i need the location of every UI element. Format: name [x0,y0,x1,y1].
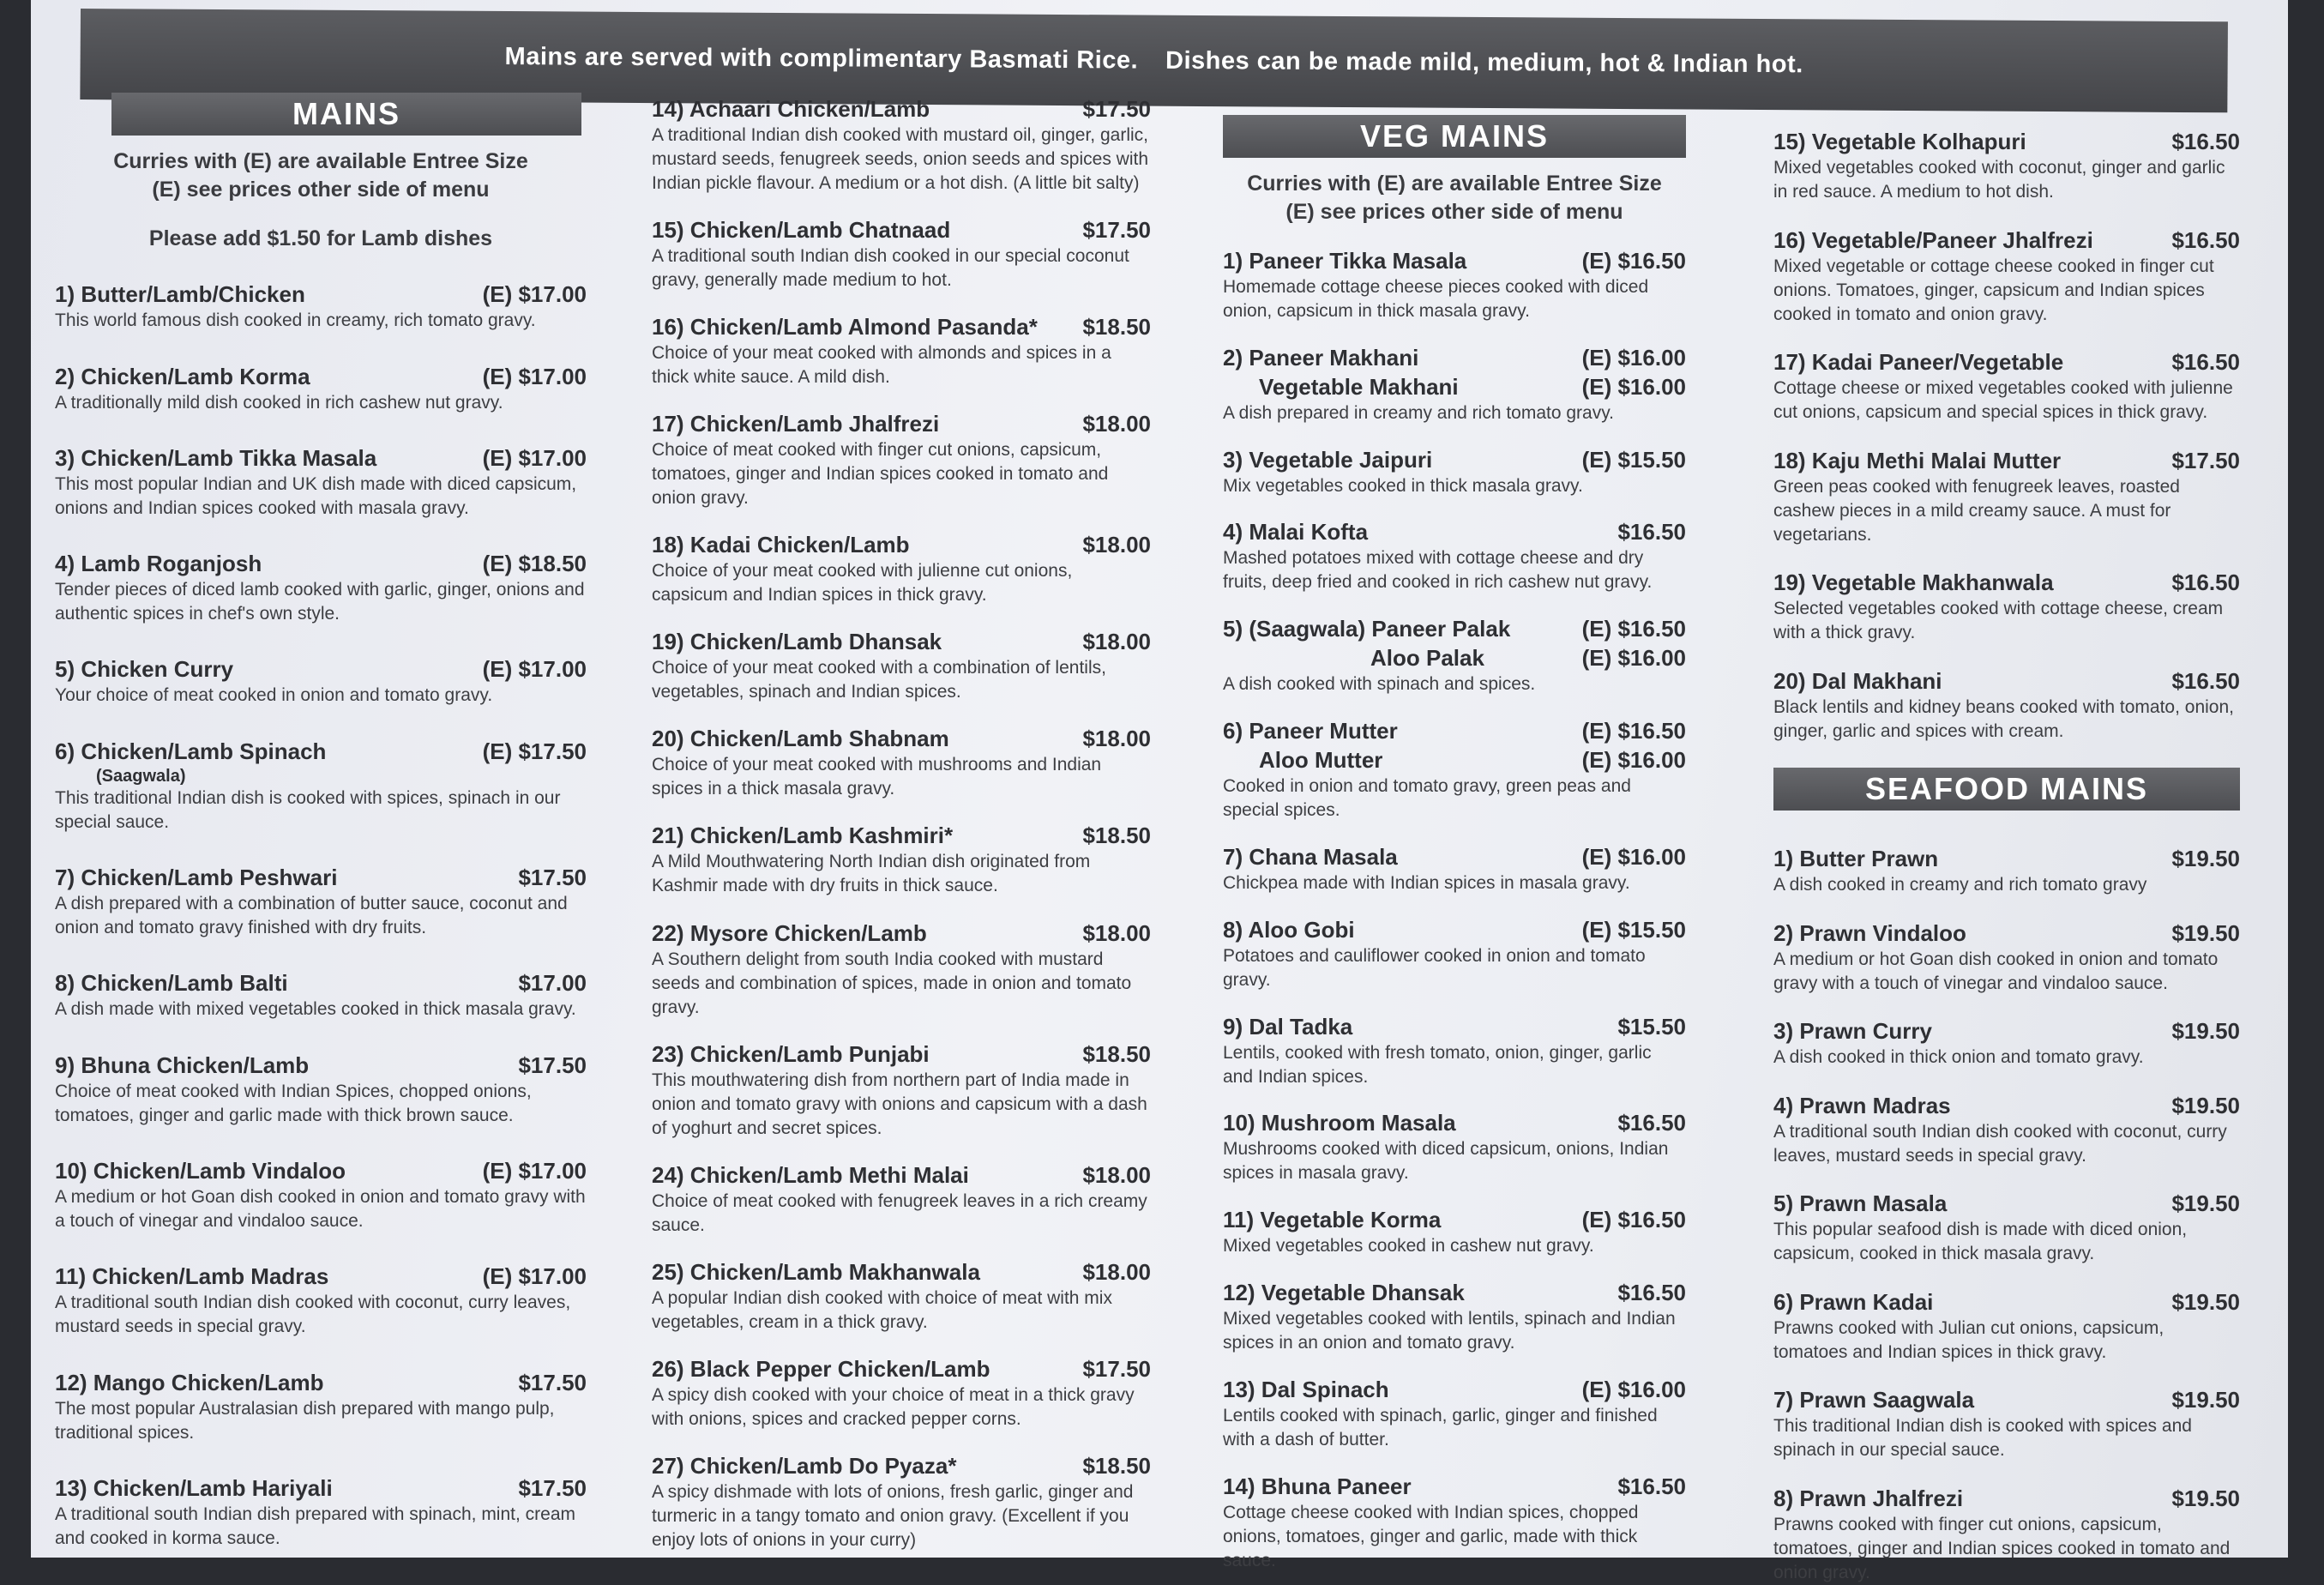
item-description: Choice of your meat cooked with almonds and spices in a thick white sauce. A mild dish. [652,343,1111,388]
item-description: A dish cooked in thick onion and tomato gravy. [1773,1047,2144,1068]
item-description: Choice of your meat cooked with julienne cut onions, capsicum and Indian spices in thick gravy. [652,561,1073,606]
item-description: Mix vegetables cooked in thick masala gravy. [1223,475,1583,496]
menu-item [652,94,1151,196]
menu-item [1773,446,2240,547]
veg-mains-heading: VEG MAINS [1223,115,1686,158]
mains-intro-2: (E) see prices other side of menu [152,178,490,202]
item-description: A traditional south Indian dish cooked with coconut, curry leaves, mustard seeds in special gravy. [55,1293,571,1337]
item-price: $17.50 [518,1369,587,1395]
menu-item [55,280,587,333]
menu-item [1223,246,1686,323]
item-description: This most popular Indian and UK dish made with diced capsicum, onions and Indian spices cooked with masala gravy. [55,473,577,518]
item-name: 20) Chicken/Lamb Shabnam [652,726,949,752]
item-name: 25) Chicken/Lamb Makhanwala [652,1258,980,1285]
item-name: 16) Chicken/Lamb Almond Pasanda* [652,314,1038,341]
item-name: 18) Kadai Chicken/Lamb [652,532,910,558]
item-price: (E) $16.50 [1581,718,1686,744]
item-name: 14) Bhuna Paneer [1223,1473,1412,1499]
menu-item [1773,568,2240,645]
item-price: $18.00 [1082,629,1151,655]
item-name: 12) Mango Chicken/Lamb [55,1369,324,1395]
item-name-alt: Aloo Palak [1370,645,1484,672]
menu-item [652,919,1151,1020]
item-price: $18.00 [1082,919,1151,946]
item-name: 19) Vegetable Makhanwala [1773,570,2054,596]
menu-item [1773,844,2240,897]
item-name: 5) Chicken Curry [55,656,234,683]
item-price: $16.50 [1617,1110,1686,1136]
menu-item [652,1451,1151,1552]
item-description: This traditional Indian dish is cooked with spices, spinach in our special sauce. [55,787,561,832]
menu-item [55,1051,587,1128]
menu-item [652,1040,1151,1141]
item-price: $15.50 [1617,1013,1686,1040]
menu-item [652,821,1151,898]
menu-item [55,1156,587,1233]
veg-intro-1: Curries with (E) are available Entree Size [1247,172,1662,196]
item-description: Green peas cooked with fenugreek leaves, roasted cashew pieces in a mild creamy sauce. A must for vegetarians. [1773,476,2180,545]
menu-item [1773,347,2240,425]
item-name: 17) Chicken/Lamb Jhalfrezi [652,411,940,437]
menu-item [55,1368,587,1445]
item-name: 3) Vegetable Jaipuri [1223,446,1433,473]
item-price: (E) $16.00 [1581,1376,1686,1402]
item-name: 9) Dal Tadka [1223,1013,1353,1040]
menu-item [55,549,587,626]
item-price-alt: (E) $16.00 [1581,747,1686,774]
item-price: $18.00 [1082,411,1151,437]
menu-item [1223,842,1686,895]
item-name: 1) Paneer Tikka Masala [1223,247,1467,274]
item-price: $17.50 [518,1474,587,1501]
menu-item [1773,1091,2240,1168]
menu-item [1223,915,1686,992]
banner-rice-note: Mains are served with complimentary Basmati Rice. [504,42,1139,75]
item-description: A dish prepared with a combination of butter sauce, coconut and onion and tomato gravy finished with dry fruits. [55,894,568,938]
menu-item [1773,1016,2240,1070]
item-price: $19.50 [2171,1387,2240,1413]
menu-item [55,1262,587,1339]
item-description: A Mild Mouthwatering North Indian dish originated from Kashmir made with dry fruits in thick sauce. [652,852,1091,896]
item-name: 13) Chicken/Lamb Hariyali [55,1474,333,1501]
item-price-alt: (E) $16.00 [1581,645,1686,672]
item-description: Mashed potatoes mixed with cottage cheese and dry fruits, deep fried and cooked in rich cashew nut gravy. [1223,548,1653,593]
item-description: A dish cooked with spinach and spices. [1223,674,1536,695]
menu-item [1773,1189,2240,1266]
item-price: $17.50 [518,865,587,891]
item-description: Cottage cheese cooked with Indian spices, chopped onions, tomatoes, ginger and garlic, made with thick sauce. [1223,1502,1639,1570]
menu-item [1773,1287,2240,1365]
item-price: $16.50 [1617,1473,1686,1499]
item-name: 12) Vegetable Dhansak [1223,1280,1465,1306]
menu-item [1223,445,1686,498]
veg-intro-2: (E) see prices other side of menu [1285,200,1623,224]
item-price: (E) $17.00 [482,363,587,389]
item-name: 11) Chicken/Lamb Madras [55,1263,329,1290]
item-description: A spicy dishmade with lots of onions, fresh garlic, ginger and turmeric in a tangy tomato and onion gravy. (Excellent if you enjoy lots of onions in your curry) [652,1481,1134,1550]
menu-item [1223,1205,1686,1258]
item-name: 10) Chicken/Lamb Vindaloo [55,1157,346,1184]
menu-item [652,409,1151,510]
item-price: $16.50 [2171,570,2240,596]
menu-item [1223,1278,1686,1355]
veg-seafood-column [1773,127,2240,1585]
item-name: 8) Prawn Jhalfrezi [1773,1485,1964,1511]
item-description: Cottage cheese or mixed vegetables cooked with julienne cut onions, capsicum and special spices in thick gravy. [1773,378,2233,423]
banner-heat-note: Dishes can be made mild, medium, hot & Indian hot. [1165,46,1803,78]
item-price: $19.50 [2171,1288,2240,1315]
menu-item [55,654,587,708]
item-description: Choice of meat cooked with fenugreek leaves in a rich creamy sauce. [652,1190,1147,1235]
item-description: Mixed vegetables cooked in cashew nut gravy. [1223,1236,1594,1257]
item-description: Potatoes and cauliflower cooked in onion and tomato gravy. [1223,945,1646,990]
menu-item [55,362,587,415]
item-name-alt: Vegetable Makhani [1259,373,1459,400]
menu-item [1223,1375,1686,1452]
item-price: $16.50 [2171,349,2240,376]
item-description: A dish cooked in creamy and rich tomato gravy [1773,874,2147,895]
item-description: A medium or hot Goan dish cooked in onion and tomato gravy with a touch of vinegar and vindaloo sauce. [55,1186,586,1231]
menu-item [652,215,1151,292]
item-description: Mushrooms cooked with diced capsicum, onions, Indian spices in masala gravy. [1223,1139,1669,1184]
item-description: Chickpea made with Indian spices in masala gravy. [1223,872,1630,893]
item-price: $19.50 [2171,845,2240,871]
mains-intro-1: Curries with (E) are available Entree Size [113,149,528,173]
item-price: $16.50 [1617,519,1686,545]
item-price: $16.50 [1617,1280,1686,1306]
menu-item [1223,1472,1686,1573]
item-name: 1) Butter Prawn [1773,845,1939,871]
item-name: 16) Vegetable/Paneer Jhalfrezi [1773,226,2093,253]
lamb-surcharge-note: Please add $1.50 for Lamb dishes [148,226,493,250]
item-price: (E) $17.00 [482,444,587,471]
item-name: 17) Kadai Paneer/Vegetable [1773,349,2064,376]
item-description: A traditionally mild dish cooked in rich cashew nut gravy. [55,392,503,413]
item-description: This traditional Indian dish is cooked with spices and spinach in our special sauce. [1773,1416,2192,1461]
item-price: $18.50 [1082,1452,1151,1479]
item-price: $17.50 [1082,1355,1151,1382]
item-description: Mixed vegetable or cottage cheese cooked in finger cut onions. Tomatoes, ginger, capsicum and Indian spices cooked in tomato and onion gravy. [1773,256,2214,324]
item-description: Choice of meat cooked with finger cut onions, capsicum, tomatoes, ginger and Indian spices cooked in tomato and onion gravy. [652,440,1109,509]
item-price: (E) $15.50 [1581,916,1686,943]
menu-item [652,1160,1151,1238]
item-price: (E) $16.50 [1581,247,1686,274]
item-description: A popular Indian dish cooked with choice of meat with mix vegetables, cream in a thick gravy. [652,1287,1112,1332]
item-description: Mixed vegetables cooked with coconut, ginger and garlic in red sauce. A medium to hot dish. [1773,158,2225,202]
item-price: $16.50 [2171,226,2240,253]
menu-item [1223,716,1686,823]
menu-item [652,530,1151,607]
item-price: $18.00 [1082,1258,1151,1285]
item-name: 11) Vegetable Korma [1223,1207,1442,1233]
menu-item [652,627,1151,704]
item-price: (E) $17.00 [482,281,587,308]
item-price: $17.00 [518,970,587,997]
item-name: 23) Chicken/Lamb Punjabi [652,1040,930,1067]
veg-column-1 [1223,115,1686,1573]
item-price: $19.50 [2171,919,2240,946]
item-name: 14) Achaari Chicken/Lamb [652,96,930,122]
item-name: 2) Prawn Vindaloo [1773,919,1966,946]
item-description: A traditional south Indian dish cooked in our special coconut gravy, generally made medium to hot. [652,246,1129,291]
item-description: Choice of your meat cooked with a combination of lentils, vegetables, spinach and Indian spices. [652,658,1106,702]
menu-item [1223,343,1686,425]
item-price: $18.50 [1082,1040,1151,1067]
item-price: $19.50 [2171,1092,2240,1118]
item-description: Tender pieces of diced lamb cooked with garlic, ginger, onions and authentic spices in chef's own style. [55,580,585,624]
item-name: 21) Chicken/Lamb Kashmiri* [652,823,954,849]
item-name: 8) Aloo Gobi [1223,916,1355,943]
item-description: Lentils, cooked with fresh tomato, onion, ginger, garlic and Indian spices. [1223,1042,1652,1087]
item-description: Your choice of meat cooked in onion and tomato gravy. [55,685,493,706]
item-description: This world famous dish cooked in creamy, rich tomato gravy. [55,310,536,331]
item-description: A dish prepared in creamy and rich tomato gravy. [1223,402,1615,423]
item-name: 4) Malai Kofta [1223,519,1369,545]
item-description: Choice of meat cooked with Indian Spices, chopped onions, tomatoes, ginger and garlic made with thick brown sauce. [55,1081,532,1125]
menu-item [652,724,1151,801]
item-price: $17.50 [1082,217,1151,244]
item-price: (E) $18.50 [482,551,587,577]
item-name: 1) Butter/Lamb/Chicken [55,281,305,308]
item-name: 15) Vegetable Kolhapuri [1773,129,2026,154]
item-price: (E) $17.00 [482,1157,587,1184]
menu-item [1773,1385,2240,1462]
item-price: (E) $17.50 [482,738,587,764]
menu-item [652,312,1151,389]
menu-item [1773,127,2240,204]
menu-item [55,1474,587,1551]
mains-column-2 [652,94,1151,1552]
menu-item [1223,517,1686,594]
item-name: 5) (Saagwala) Paneer Palak [1223,616,1511,642]
mains-heading: MAINS [111,93,581,136]
mains-header-block [55,93,587,251]
item-name: 7) Chana Masala [1223,843,1398,870]
item-name: 6) Chicken/Lamb Spinach [55,738,327,764]
item-description: Cooked in onion and tomato gravy, green peas and special spices. [1223,776,1631,821]
mains-column-1 [55,93,587,1551]
item-name: 3) Chicken/Lamb Tikka Masala [55,444,377,471]
menu-item [1773,666,2240,744]
item-price: (E) $17.00 [482,656,587,683]
item-price: $17.50 [1082,96,1151,122]
menu-item [652,1257,1151,1335]
item-name: 8) Chicken/Lamb Balti [55,970,288,997]
item-price-alt: (E) $16.00 [1581,373,1686,400]
item-name: 2) Paneer Makhani [1223,344,1419,371]
item-price: $18.00 [1082,1161,1151,1188]
menu-item [1223,1108,1686,1185]
item-name: 22) Mysore Chicken/Lamb [652,919,927,946]
item-name: 26) Black Pepper Chicken/Lamb [652,1355,990,1382]
item-name: 7) Prawn Saagwala [1773,1387,1975,1413]
item-description: Mixed vegetables cooked with lentils, spinach and Indian spices in an onion and tomato gravy. [1223,1309,1676,1353]
item-name: 7) Chicken/Lamb Peshwari [55,865,338,891]
item-name: 6) Prawn Kadai [1773,1288,1934,1315]
item-description: A traditional Indian dish cooked with mustard oil, ginger, garlic, mustard seeds, fenugreek seeds, onion seeds and spices with Indian pickle flavour. A medium or a hot dish. (A little bit salty) [652,125,1149,193]
item-subtitle: (Saagwala) [96,766,186,786]
item-name: 13) Dal Spinach [1223,1376,1389,1402]
item-name: 24) Chicken/Lamb Methi Malai [652,1161,969,1188]
item-price: $16.50 [2171,667,2240,694]
item-name: 20) Dal Makhani [1773,667,1942,694]
item-price: (E) $16.00 [1581,843,1686,870]
item-price: $19.50 [2171,1190,2240,1217]
item-description: A dish made with mixed vegetables cooked in thick masala gravy. [55,999,576,1020]
menu-item [1773,226,2240,327]
item-name: 5) Prawn Masala [1773,1190,1948,1217]
item-description: A Southern delight from south India cooked with mustard seeds and combination of spices, made in onion and tomato gravy. [652,949,1132,1017]
item-description: Selected vegetables cooked with cottage cheese, cream with a thick gravy. [1773,599,2224,643]
menu-item [1773,919,2240,996]
menu-item [1773,1484,2240,1585]
item-price: $16.50 [2171,129,2240,154]
menu-item [1223,1012,1686,1089]
item-price: (E) $16.00 [1581,344,1686,371]
item-description: Black lentils and kidney beans cooked with tomato, onion, ginger, garlic and spices with cream. [1773,696,2234,741]
item-description: Lentils cooked with spinach, garlic, ginger and finished with a dash of butter. [1223,1405,1658,1449]
item-price: (E) $16.50 [1581,1207,1686,1233]
item-price: $18.50 [1082,314,1151,341]
item-price: $19.50 [2171,1018,2240,1045]
item-name: 4) Lamb Roganjosh [55,551,262,577]
menu-item [652,1354,1151,1431]
item-description: The most popular Australasian dish prepared with mango pulp, traditional spices. [55,1398,555,1443]
item-name: 15) Chicken/Lamb Chatnaad [652,217,951,244]
item-name-alt: Aloo Mutter [1259,747,1383,774]
item-description: Prawns cooked with finger cut onions, capsicum, tomatoes, ginger and Indian spices cooked in tomato and onion gravy. [1773,1514,2231,1582]
veg-header-block [1223,115,1686,226]
menu-item [55,863,587,940]
item-name: 9) Bhuna Chicken/Lamb [55,1052,310,1078]
menu-item [55,968,587,1022]
item-name: 27) Chicken/Lamb Do Pyaza* [652,1452,957,1479]
item-price: $18.00 [1082,532,1151,558]
item-description: Choice of your meat cooked with mushrooms and Indian spices in a thick masala gravy. [652,755,1102,799]
menu-item [55,737,587,835]
item-description: Homemade cottage cheese pieces cooked with diced onion, capsicum in thick masala gravy. [1223,276,1649,321]
menu-item [55,443,587,521]
item-price: (E) $16.50 [1581,616,1686,642]
item-price: $17.50 [2171,447,2240,473]
item-price: $18.00 [1082,726,1151,752]
item-description: Prawns cooked with Julian cut onions, capsicum, tomatoes and Indian spices in thick gravy. [1773,1317,2164,1362]
item-name: 3) Prawn Curry [1773,1018,1932,1045]
item-price: $17.50 [518,1052,587,1078]
item-name: 6) Paneer Mutter [1223,718,1398,744]
item-name: 18) Kaju Methi Malai Mutter [1773,447,2062,473]
item-price: (E) $15.50 [1581,446,1686,473]
item-description: This mouthwatering dish from northern part of India made in onion and tomato gravy with onions and capsicum with a dash of yoghurt and secret spices. [652,1070,1147,1138]
item-price: $18.50 [1082,823,1151,849]
seafood-mains-heading: SEAFOOD MAINS [1773,768,2240,811]
item-description: A medium or hot Goan dish cooked in onion and tomato gravy with a touch of vinegar and vindaloo sauce. [1773,949,2219,993]
item-description: A traditional south Indian dish cooked with coconut, curry leaves, mustard seeds in special gravy. [1773,1121,2227,1166]
item-description: A spicy dish cooked with your choice of meat in a thick gravy with onions, spices and cracked pepper corns. [652,1384,1135,1429]
item-name: 2) Chicken/Lamb Korma [55,363,310,389]
item-description: A traditional south Indian dish prepared with spinach, mint, cream and cooked in korma sauce. [55,1504,576,1548]
item-price: (E) $17.00 [482,1263,587,1290]
menu-item [1223,614,1686,696]
item-price: $19.50 [2171,1485,2240,1511]
item-name: 19) Chicken/Lamb Dhansak [652,629,942,655]
item-name: 10) Mushroom Masala [1223,1110,1456,1136]
item-description: This popular seafood dish is made with diced onion, capsicum, cooked in thick masala gravy. [1773,1220,2188,1264]
item-name: 4) Prawn Madras [1773,1092,1951,1118]
